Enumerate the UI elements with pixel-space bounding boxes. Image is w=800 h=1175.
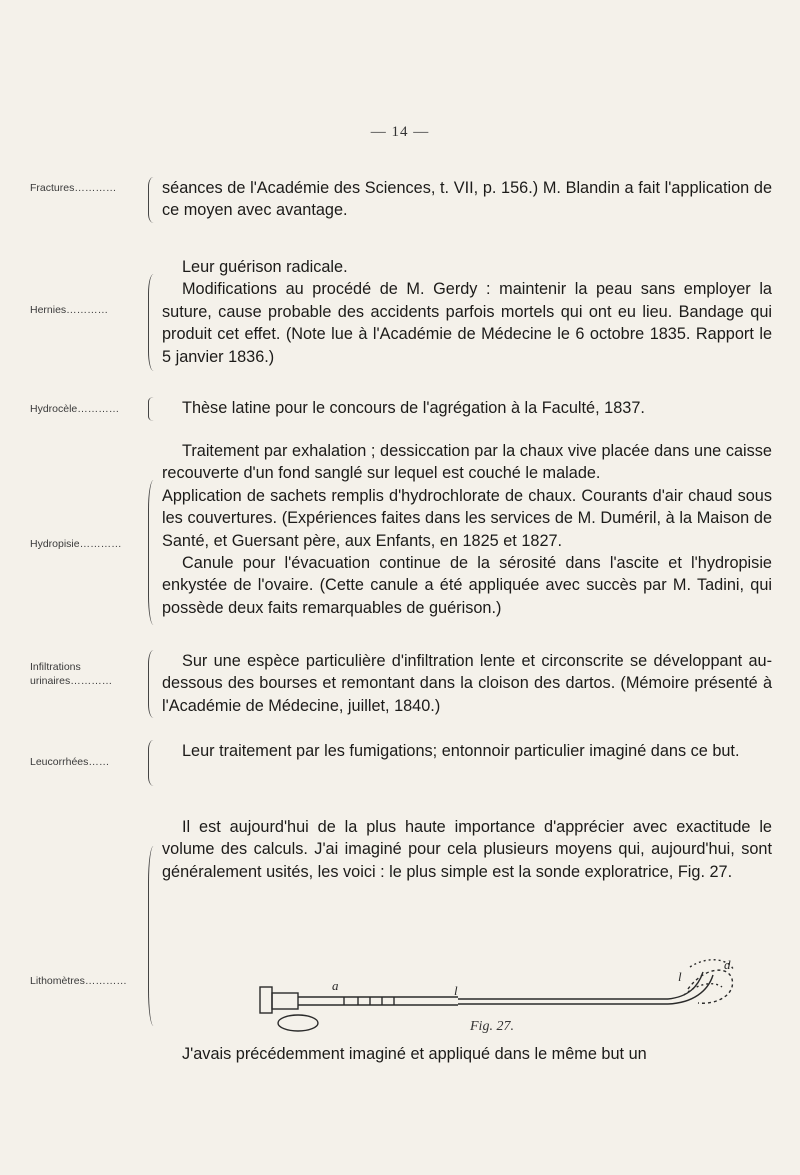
- figure-letter-a: a: [332, 978, 339, 993]
- brace: [148, 274, 159, 371]
- entry-leucorrhees: [0, 740, 800, 786]
- margin-label: Hydropisie…………: [30, 538, 122, 550]
- brace: [148, 397, 159, 421]
- entry-text: [162, 397, 772, 419]
- paragraph: Thèse latine pour le concours de l'agrégation à la Faculté, 1837.: [182, 399, 645, 417]
- figure-caption: Fig. 27.: [470, 1019, 514, 1034]
- paragraph: séances de l'Académie des Sciences, t. VII, p. 156.) M. Blandin a fait l'application de ce moyen avec avantage.: [162, 179, 772, 220]
- figure-letter-l: l: [454, 983, 458, 998]
- entry-text: [162, 650, 772, 717]
- figure-letter-l: l: [678, 969, 682, 984]
- entry-text: [162, 816, 772, 883]
- figure-letter-d: d: [724, 957, 731, 972]
- entry-hydropisie: [0, 440, 800, 625]
- page-number: — 14 —: [370, 124, 430, 140]
- paragraph: J'avais précédemment imaginé et appliqué dans le même but un: [182, 1045, 647, 1063]
- margin-label: Fractures…………: [30, 182, 117, 194]
- paragraph: Leur guérison radicale.: [182, 258, 348, 276]
- closing-line: [162, 1043, 772, 1065]
- brace: [148, 177, 159, 223]
- paragraph: Sur une espèce particulière d'infiltration lente et circonscrite se développant au-dessous des bourses et remontant dans la cloison des dartos. (Mémoire présenté à l'Académie de Médecine, juillet, 1840.): [162, 652, 772, 715]
- margin-label: Lithomètres…………: [30, 975, 127, 987]
- entry-infiltrations: [0, 650, 800, 718]
- figure-sonde-exploratrice: [258, 957, 738, 1057]
- entry-hydrocele: [0, 397, 800, 421]
- paragraph: Application de sachets remplis d'hydrochlorate de chaux. Courants d'air chaud sous les couvertures. (Expériences faites dans les services de M. Duméril, à la Maison de Santé, et Guersant père, aux Enfants, en 1825 et 1827.: [162, 486, 772, 550]
- margin-label: Infiltrations urinaires…………: [30, 661, 113, 687]
- margin-label: Leucorrhées……: [30, 756, 110, 768]
- paragraph: Canule pour l'évacuation continue de la sérosité dans l'ascite et l'hydropisie enkystée de l'ovaire. (Cette canule a été appliquée avec succès par M. Tadini, qui possède deux faits remarquables de guérison.): [162, 554, 772, 617]
- brace: [148, 740, 159, 786]
- paragraph: Leur traitement par les fumigations; entonnoir particulier imaginé dans ce but.: [182, 742, 740, 760]
- entry-hernies: [0, 256, 800, 371]
- entry-text: [162, 440, 772, 619]
- brace: [148, 650, 159, 718]
- entry-text: [162, 740, 772, 762]
- paragraph: Il est aujourd'hui de la plus haute importance d'apprécier avec exactitude le volume des calculs. J'ai imaginé pour cela plusieurs moyens qui, aujourd'hui, sont généralement usités, les voici : le plus simple est la sonde exploratrice, Fig. 27.: [162, 818, 772, 881]
- brace: [148, 846, 159, 1026]
- paragraph: Traitement par exhalation ; dessiccation par la chaux vive placée dans une caisse recouverte d'un fond sanglé sur lequel est couché le malade.: [162, 442, 772, 483]
- entry-fractures: [0, 177, 800, 223]
- margin-label: Hernies…………: [30, 304, 109, 316]
- entry-text: [162, 256, 772, 368]
- brace: [148, 480, 159, 625]
- margin-label: Hydrocèle…………: [30, 403, 120, 415]
- entry-text: [162, 177, 772, 222]
- paragraph: Modifications au procédé de M. Gerdy : maintenir la peau sans employer la suture, cause probable des accidents parfois mortels qui ont eu lieu. Bandage qui produit cet effet. (Note lue à l'Académie de Médecine le 6 octobre 1835. Rapport le 5 janvier 1836.): [162, 280, 772, 366]
